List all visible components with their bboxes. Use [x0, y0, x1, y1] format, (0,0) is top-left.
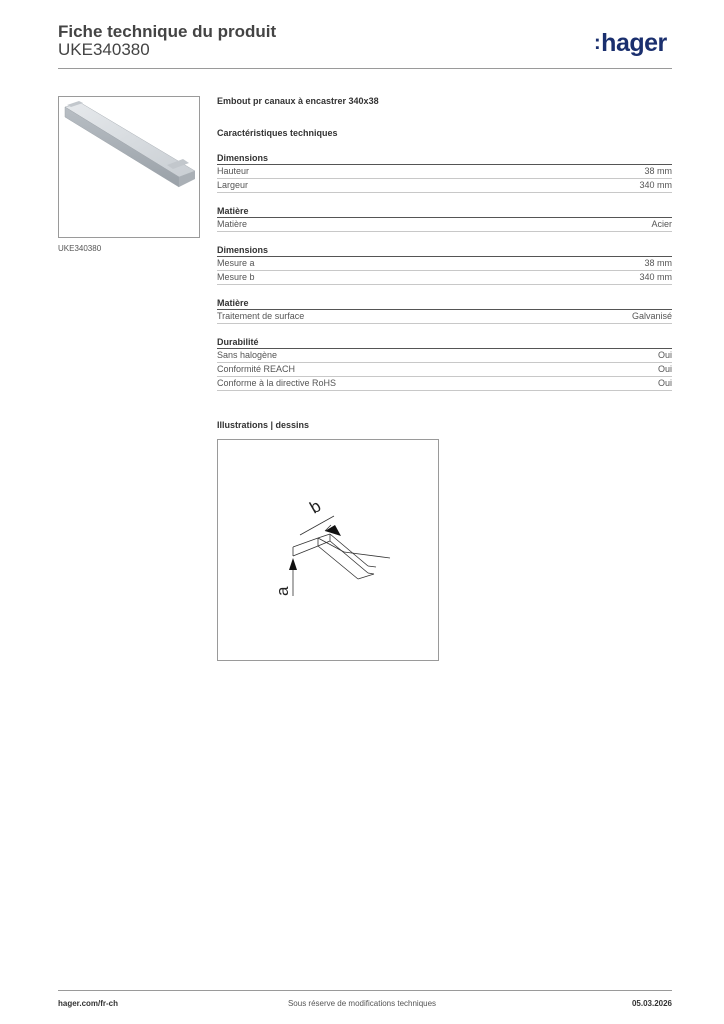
group-title: Matière — [217, 205, 672, 218]
footer-divider — [58, 990, 672, 991]
dimension-label-b: b — [306, 496, 325, 518]
spec-value: Oui — [657, 350, 672, 360]
hager-logo — [594, 29, 667, 58]
group-title: Durabilité — [217, 336, 672, 349]
spec-value: 38 mm — [644, 258, 672, 268]
spec-label: Mesure a — [217, 258, 255, 268]
spec-row — [217, 271, 672, 285]
arrow-b-icon — [325, 525, 341, 536]
spec-row — [217, 179, 672, 193]
spec-value: Acier — [651, 219, 672, 229]
specifications — [217, 96, 672, 391]
product-photo — [58, 96, 200, 238]
spec-value: Galvanisé — [631, 311, 672, 321]
spec-value: 340 mm — [639, 180, 672, 190]
illustrations-title: Illustrations | dessins — [217, 420, 310, 430]
spec-value: 340 mm — [639, 272, 672, 282]
dimension-label-a: a — [273, 586, 292, 596]
group-title: Dimensions — [217, 152, 672, 165]
spec-row — [217, 310, 672, 324]
spec-label: Mesure b — [217, 272, 255, 282]
dimension-drawing-svg — [218, 440, 438, 660]
spec-row — [217, 363, 672, 377]
page-title: Fiche technique du produit — [58, 22, 277, 41]
spec-row — [217, 257, 672, 271]
spec-row — [217, 165, 672, 179]
photo-caption: UKE340380 — [58, 244, 102, 253]
spec-label: Matière — [217, 219, 248, 229]
footer-disclaimer: Sous réserve de modifications techniques — [287, 999, 437, 1008]
spec-row — [217, 349, 672, 363]
header-divider — [58, 68, 672, 69]
spec-label: Traitement de surface — [217, 311, 305, 321]
spec-label: Hauteur — [217, 166, 250, 176]
product-name: Embout pr canaux à encastrer 340x38 — [217, 96, 379, 106]
spec-label: Conforme à la directive RoHS — [217, 378, 337, 388]
section-title: Caractéristiques techniques — [217, 128, 338, 138]
group-title: Dimensions — [217, 244, 672, 257]
group-title: Matière — [217, 297, 672, 310]
product-image — [59, 97, 199, 237]
product-code: UKE340380 — [58, 40, 150, 59]
footer-website: hager.com/fr-ch — [58, 999, 119, 1008]
dimension-drawing — [217, 439, 439, 661]
spec-label: Sans halogène — [217, 350, 278, 360]
spec-label: Largeur — [217, 180, 249, 190]
spec-value: 38 mm — [644, 166, 672, 176]
footer-date: 05.03.2026 — [631, 999, 672, 1008]
spec-label: Conformité REACH — [217, 364, 296, 374]
spec-row — [217, 218, 672, 232]
logo-text: hager — [601, 29, 667, 57]
logo-dots-icon: : — [594, 32, 601, 54]
spec-value: Oui — [657, 378, 672, 388]
spec-value: Oui — [657, 364, 672, 374]
arrow-a-icon — [289, 558, 297, 570]
spec-row — [217, 377, 672, 391]
